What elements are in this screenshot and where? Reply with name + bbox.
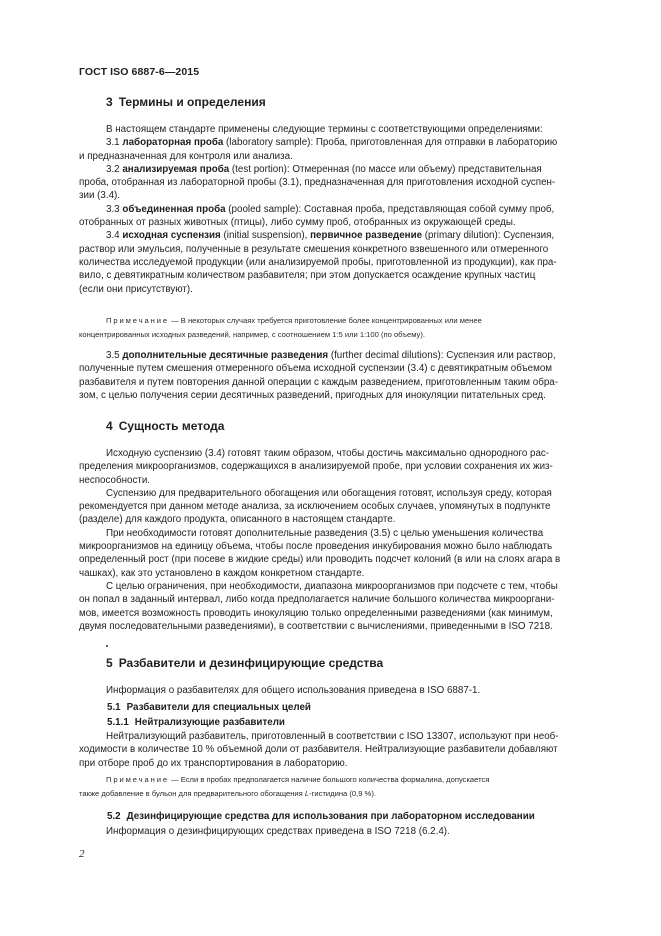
section-5-title: Разбавители и дезинфицирующие средства xyxy=(118,656,384,670)
term-3-2-line2: проба, отобранная из лабораторной пробы (3.1), предназначенная для приготовления исходной суспен- xyxy=(79,177,556,189)
paragraph-line: при отборе проб до их транспортирования в лабораторию. xyxy=(79,757,348,769)
subsection-5-1-number: 5.1 xyxy=(107,702,121,713)
page-number: 2 xyxy=(79,848,85,860)
term-3-2-number: 3.2 xyxy=(106,163,120,175)
term-3-4-line5: (если они присутствуют). xyxy=(79,283,193,295)
paragraph-line: определенный рост (при посеве в жидкие среды) или проводить подсчет колоний (в или на слоях агара в xyxy=(79,554,561,566)
subsection-5-2-number: 5.2 xyxy=(107,811,121,822)
term-3-4-line3: количества исследуемой продукции (или анализируемой пробы, приготовленной из продукции), как пра- xyxy=(79,256,557,268)
term-3-4-line2: раствор или эмульсия, полученные в результате смешения конкретного взвешенного или отмеренного xyxy=(79,243,549,255)
paragraph-line: пределения микроорганизмов, содержащихся в анализируемой пробе, при условии сохранения их жиз- xyxy=(79,461,553,473)
term-3-5-title: дополнительные десятичные разведения xyxy=(122,350,329,361)
section-5-intro-block xyxy=(79,684,617,697)
subsection-5-2-body xyxy=(79,825,617,838)
subsection-5-2-text: Информация о дезинфицирующих средствах приведена в ISO 7218 (6.2.4). xyxy=(106,826,450,837)
term-3-5-definition: (further decimal dilutions): Суспензия или раствор, xyxy=(328,350,556,361)
term-3-3-number: 3.3 xyxy=(106,203,120,215)
term-3-2 xyxy=(79,163,617,176)
section-5-intro: Информация о разбавителях для общего использования приведена в ISO 6887-1. xyxy=(106,685,481,696)
subsection-5-1-title: Разбавители для специальных целей xyxy=(126,702,311,713)
term-3-2-line3: зии (3.4). xyxy=(79,190,121,202)
paragraph-line: Нейтрализующий разбавитель, приготовленный в соответствии с ISO 13307, используют при необ- xyxy=(106,731,559,742)
paragraph-line: Суспензию для предварительного обогащения или обогащения готовят, используя среду, которая xyxy=(106,487,552,499)
section-4-title: Сущность метода xyxy=(118,419,225,433)
term-3-4-number: 3.4 xyxy=(106,230,120,242)
section-3-heading xyxy=(106,95,266,109)
paragraph-line: ходимости в количестве 10 % объемной доли от разбавителя. Нейтрализующие разбавители добавляют xyxy=(79,744,558,756)
term-3-1-title: лабораторная проба xyxy=(122,137,224,149)
subsection-5-2-heading xyxy=(107,811,535,822)
note-5-1-1-text-line2-end: -гистидина (0,9 %). xyxy=(309,788,376,798)
term-3-1-definition: (laboratory sample): Проба, приготовленная для отправки в лабораторию xyxy=(223,137,558,149)
section-5-heading xyxy=(106,656,383,670)
note-label: Примечание xyxy=(106,775,169,784)
note-5-1-1-text-line2: также добавление в бульон для предварительного обогащения xyxy=(79,788,305,798)
term-3-4-line4: вило, с девятикратным количеством разбавителя; при этом допускается осаждение крупных частиц xyxy=(79,270,536,282)
term-3-5-number: 3.5 xyxy=(106,350,120,361)
term-3-5-line4: зом, с целью получения серии десятичных разведений, пригодных для инокуляции питательных сред. xyxy=(79,389,546,401)
note-5-1-1-italic-l: L xyxy=(304,788,310,798)
term-3-2-definition: (test portion): Отмеренная (по массе или объему) представительная xyxy=(229,163,542,175)
section-3-body xyxy=(79,123,617,296)
term-3-3 xyxy=(79,203,617,216)
note-3-4-text: — В некоторых случаях требуется приготовление более концентрированных или менее xyxy=(168,316,482,325)
section-3-title: Термины и определения xyxy=(118,95,266,109)
section-3-number: 3 xyxy=(106,95,113,109)
paragraph-line: чашках), как это установлено в каждом конкретном стандарте. xyxy=(79,567,365,579)
term-3-5-line2: полученные путем смешения отмеренного объема исходной суспензии (3.4) с девятикратным объемом xyxy=(79,363,553,375)
note-3-4-text-line2: концентрированных исходных разведений, например, с соотношением 1:5 или 1:100 (по объему). xyxy=(79,329,425,339)
term-3-5 xyxy=(79,349,617,362)
subsection-5-1-1-body xyxy=(79,730,617,770)
term-3-5-line3: разбавителя и путем повторения данной операции с каждым разведением, приготовленным таким обра- xyxy=(79,376,558,388)
term-3-4-english: (initial suspension), xyxy=(220,230,311,242)
term-3-4 xyxy=(79,229,617,242)
subsection-5-2-title: Дезинфицирующие средства для использования при лабораторном исследовании xyxy=(126,811,535,822)
note-5-1-1 xyxy=(79,773,617,800)
section-5-number: 5 xyxy=(106,656,113,670)
paragraph-line: микроорганизмов на единицу объема, чтобы после проведения инкубирования можно было наблюдать xyxy=(79,541,553,553)
term-3-3-title: объединенная проба xyxy=(122,203,226,215)
section-4-heading xyxy=(106,419,224,433)
section-3-intro: В настоящем стандарте применены следующие термины с соответствующими определениями: xyxy=(106,124,543,135)
term-3-1 xyxy=(79,136,617,149)
note-5-1-1-text: — Если в пробах предполагается наличие большого количества формалина, допускается xyxy=(168,775,490,784)
paragraph-line: Исходную суспензию (3.4) готовят таким образом, чтобы достичь максимально однородного рас- xyxy=(106,448,550,459)
subsection-5-1-heading xyxy=(107,702,311,713)
note-label: Примечание xyxy=(106,316,169,325)
subsection-5-1-1-title: Нейтрализующие разбавители xyxy=(134,717,285,728)
paragraph-line: С целью ограничения, при необходимости, диапазона микроорганизмов при подсчете с тем, чтобы xyxy=(106,580,558,592)
paragraph-line: неспособности. xyxy=(79,474,151,486)
section-4-body xyxy=(79,447,617,633)
standard-code-header: ГОСТ ISO 6887-6—2015 xyxy=(79,66,200,78)
paragraph-line: рекомендуется при данном методе анализа, за исключением особых случаев, упомянутых в подпункте xyxy=(79,501,551,513)
term-3-1-line2: и предназначенная для контроля или анализа. xyxy=(79,150,293,162)
paragraph-line: (разделе) для каждого продукта, описанного в настоящем стандарте. xyxy=(79,514,396,526)
subsection-5-1-1-heading xyxy=(107,717,285,728)
paragraph-line: он попал в заданный интервал, либо когда предполагается наличие большого количества микрооргани- xyxy=(79,594,555,606)
term-3-2-title: анализируемая проба xyxy=(122,163,230,175)
paragraph-line: При необходимости готовят дополнительные разведения (3.5) с целью уменьшения количества xyxy=(106,527,544,539)
subsection-5-1-1-number: 5.1.1 xyxy=(107,717,129,728)
term-3-3-line2: отобранных от разных животных (птицы), либо сумму проб, отобранных из окружающей среды. xyxy=(79,217,516,229)
paragraph-line: двумя последовательными разведениями), в соответствии с вычислениями, приведенными в ISO 7218. xyxy=(79,620,553,632)
term-3-5-block xyxy=(79,349,617,402)
term-3-4-definition: (primary dilution): Суспензия, xyxy=(422,230,555,242)
term-3-4-title: исходная суспензия xyxy=(122,230,221,242)
term-3-1-number: 3.1 xyxy=(106,137,120,149)
section-4-number: 4 xyxy=(106,419,113,433)
term-3-3-definition: (pooled sample): Составная проба, представляющая собой сумму проб, xyxy=(225,203,555,215)
stray-dot-mark xyxy=(106,645,108,647)
term-3-4-synonym: первичное разведение xyxy=(310,230,423,242)
note-3-4 xyxy=(79,314,617,341)
paragraph-line: мов, имеется возможность проводить инокуляцию только определенными разведениями (как минимум, xyxy=(79,607,553,619)
